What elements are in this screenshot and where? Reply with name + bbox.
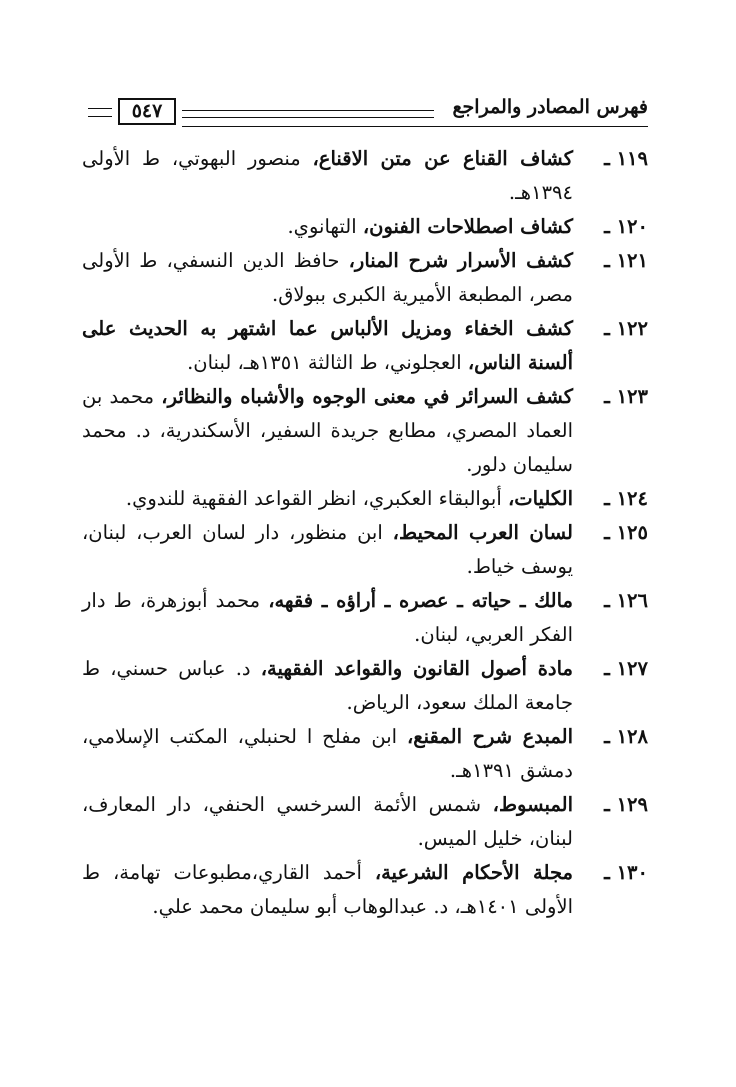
bibliography-entry: [82, 788, 648, 856]
entry-title: كشف الخفاء ومزيل الألباس عما اشتهر به الحديث على ألسنة الناس،: [82, 317, 573, 374]
entry-number: ١١٩ ـ: [604, 147, 648, 170]
entry-number: ١٢٤ ـ: [604, 487, 648, 510]
entry-number: ١٢٦ ـ: [604, 589, 648, 612]
entry-detail: محمد بن العماد المصري، مطابع جريدة السفير، الأسكندرية، د. محمد سليمان دلور.: [82, 385, 573, 476]
entry-title: مالك ـ حياته ـ عصره ـ أراؤه ـ فقهه،: [268, 589, 574, 612]
entry-detail: محمد أبوزهرة، ط دار الفكر العربي، لبنان.: [82, 589, 573, 646]
entry-number: ١٢١ ـ: [604, 249, 648, 272]
entry-detail: ابن مفلح ا لحنبلي، المكتب الإسلامي، دمشق ١٣٩١هـ.: [82, 725, 573, 782]
entry-title: كشاف القناع عن متن الاقناع،: [312, 147, 573, 170]
entry-title: الكليات،: [507, 487, 573, 510]
bibliography-entry: [82, 380, 648, 482]
entry-title: مجلة الأحكام الشرعية،: [374, 861, 573, 884]
bibliography-entry: [82, 210, 648, 244]
entry-number: ١٢٠ ـ: [604, 215, 648, 238]
bibliography-entry: [82, 244, 648, 312]
entry-detail: أبوالبقاء العكبري، انظر القواعد الفقهية للندوي.: [125, 487, 508, 510]
bibliography-entry: [82, 720, 648, 788]
running-title: فهرس المصادر والمراجع: [452, 96, 648, 118]
entry-number: ١٣٠ ـ: [604, 861, 648, 884]
entry-title: لسان العرب المحيط،: [392, 521, 573, 544]
entry-number: ١٢٥ ـ: [604, 521, 648, 544]
entry-title: مادة أصول القانون والقواعد الفقهية،: [260, 657, 573, 680]
bibliography-entry: [82, 856, 648, 924]
entry-number: ١٢٢ ـ: [604, 317, 648, 340]
bibliography-entry: [82, 652, 648, 720]
entry-title: كشف السرائر في معنى الوجوه والأشباه والنظائر،: [161, 385, 573, 408]
entry-number: ١٢٩ ـ: [604, 793, 648, 816]
page-number: ٥٤٧: [118, 98, 176, 125]
bibliography-entry: [82, 584, 648, 652]
header-rule-top: [182, 110, 434, 111]
bibliography-list: [82, 142, 648, 924]
entry-number: ١٢٧ ـ: [604, 657, 648, 680]
bibliography-entry: [82, 312, 648, 380]
header-rule-bottom: [182, 117, 434, 118]
entry-detail: د. عباس حسني، ط جامعة الملك سعود، الرياض.: [82, 657, 573, 714]
entry-title: كشاف اصطلاحات الفنون،: [362, 215, 573, 238]
entry-title: المبسوط،: [492, 793, 573, 816]
entry-number: ١٢٨ ـ: [604, 725, 648, 748]
header-rule-long: [182, 126, 648, 127]
entry-detail: أحمد القاري،مطبوعات تهامة، ط الأولى ١٤٠١هـ، د. عبدالوهاب أبو سليمان محمد علي.: [82, 861, 573, 918]
entry-detail: منصور البهوتي، ط الأولى ١٣٩٤هـ.: [82, 147, 573, 204]
entry-detail: التهانوي.: [287, 215, 363, 238]
entry-detail: العجلوني، ط الثالثة ١٣٥١هـ، لبنان.: [187, 351, 468, 374]
entry-title: المبدع شرح المقنع،: [406, 725, 573, 748]
entry-detail: حافظ الدين النسفي، ط الأولى مصر، المطبعة الأميرية الكبرى ببولاق.: [82, 249, 573, 306]
double-dash-mark: [88, 108, 112, 120]
entry-detail: ابن منظور، دار لسان العرب، لبنان، يوسف خياط.: [82, 521, 573, 578]
entry-detail: شمس الأئمة السرخسي الحنفي، دار المعارف، لبنان، خليل الميس.: [82, 793, 573, 850]
bibliography-entry: [82, 482, 648, 516]
entry-number: ١٢٣ ـ: [604, 385, 648, 408]
bibliography-entry: [82, 142, 648, 210]
bibliography-entry: [82, 516, 648, 584]
entry-title: كشف الأسرار شرح المنار،: [348, 249, 574, 272]
page-header: [88, 96, 648, 136]
